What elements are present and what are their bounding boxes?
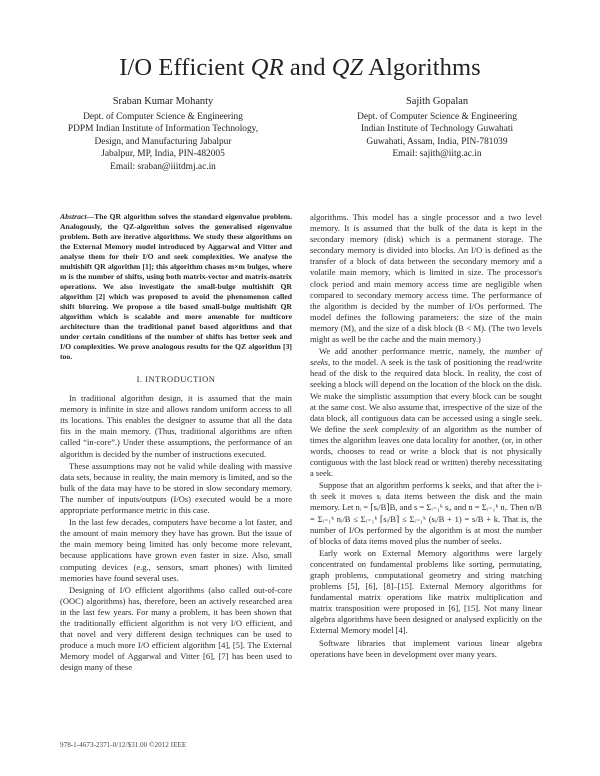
paragraph: Software libraries that implement various linear algebra operations have been in development over many years. [310,637,542,659]
paragraph: Suppose that an algorithm performs k seeks, and that after the i-th seek it moves sᵢ data items between the disk and the main memory. Let nᵢ = ⌈sᵢ/B⌉B, and s = Σᵢ₌₁ᵏ sᵢ, and n = Σᵢ₌₁ᵏ nᵢ. Then n/B = Σᵢ₌₁ᵏ nᵢ/B ≤ Σᵢ₌₁ᵏ ⌈sᵢ/B⌉ ≤ Σᵢ₌₁ᵏ (sᵢ/B + 1) = s/B + k. That is, the number of I/Os performed by the algorithm is at most the number of blocks of data items moved plus the number of seeks. [310,480,542,546]
author-affiliation-line: Indian Institute of Technology Guwahati [360,124,514,135]
title-part1: I/O Efficient [119,54,251,81]
author-affiliation-line: Design, and Manufacturing Jabalpur [94,136,232,147]
paragraph: In the last few decades, computers have become a lot faster, and the amount of main memory they have has grown. But the issue of the main memory being limited has only become more relevant, because applications have grown even faster in size. Also, small computing devices (e.g., sensors, smart phones) with limited memories have found several uses. [60,517,292,583]
paragraph: Early work on External Memory algorithms were largely concentrated on fundamental problems like sorting, permutating, graph problems, computational geometry and string matching problems [5], [6], [8]–[15]. External Memory algorithms for fundamental matrix operations like matrix multiplication and matrix transposition were proposed in [6], [15]. Not many linear algebra algorithms have been designed or analysed explicitly on the External Memory model [4]. [310,547,542,636]
term-number-of-seeks: number of seeks [310,346,542,368]
author-block-1 [38,96,288,174]
author-affiliation-line: Dept. of Computer Science & Engineering [357,111,517,122]
text-run: , to the model. A seek is the task of positioning the read/write head of the disk to the required data block. In reality, the cost of seeking a block will depend on the location of the block on the disk. We make the simplistic assumption that every block can be sought at the same cost. We also assume that, irrespective of the size of the data block, all contiguous data can be accessed using a single seek. We define the [310,357,542,434]
author-email: Email: sajith@iitg.ac.in [392,149,482,160]
term-seek-complexity: seek complexity [363,423,419,434]
paragraph: algorithms. This model has a single processor and a two level memory. It is assumed that the bulk of the data is kept in the secondary memory (disk) which is a permanent storage. The secondary memory is divided into blocks. An I/O is defined as the transfer of a block of data between the secondary memory and a volatile main memory, which is limited in size. The processor's clock period and main memory access time are negligible when compared to secondary memory access time. The performance of the algorithm is decided by the number of I/Os performed. The model defines the following parameters: the size of the main memory (M), and the size of a disk block (B < M). (The two levels might as well be the cache and the main memory.) [310,212,542,345]
author-name: Sraban Kumar Mohanty [112,96,214,107]
title-qr: QR [250,54,284,81]
paragraph: Designing of I/O efficient algorithms (also called out-of-core (OOC) algorithms) has, therefore, been an actively researched area in the last few years. For many a problem, it has been shown that the traditionally efficient algorithm is not very I/O efficient, and that novel and very different design techniques can be used to produce a much more I/O efficient algorithm [4], [5]. The External Memory model of Aggarwal and Vitter [6], [7] has been used to design many of these [60,584,292,673]
paragraph [310,346,542,479]
paragraph: In traditional algorithm design, it is assumed that the main memory is infinite in size and allows random uniform access to all its locations. This enables the designer to assume that all the data fits in the main memory. (Thus, traditional algorithms are often called “in-core”.) Under these assumptions, the performance of an algorithm is decided by the number of instructions executed. [60,393,292,459]
right-column [310,212,542,661]
abstract [60,212,292,362]
section-heading: I. INTRODUCTION [136,374,216,384]
author-affiliation-line: Guwahati, Assam, India, PIN-781039 [366,136,508,147]
title-and: and [283,54,332,81]
author-block-2 [312,96,562,161]
text-run: of an algorithm as the number of times the algorithm leaves one data locality for another, (or, in other words, chooses to read or write a block that is not physically contiguous with the last block read or written) thereby necessitating a seek. [310,423,542,479]
author-email: Email: sraban@iiitdmj.ac.in [110,161,216,172]
paper-title [0,54,600,82]
author-affiliation-line: PDPM Indian Institute of Information Technology, [67,124,259,135]
abstract-text: —The QR algorithm solves the standard eigenvalue problem. Analogously, the QZ-algorithm solves the generalised eigenvalue problem. Both are iterative algorithms. We study these algorithms on the External Memory model introduced by Aggarwal and Vitter and analyse them for their I/O and seek complexities. We analyse the multishift QR algorithm [1]; this algorithm chases m×m bulges, where m is the number of shifts, using both matrix-vector and matrix-matrix operations. We also investigate the small-bulge multishift QR algorithm [2] which was proposed to avoid the phenomenon called shift blurring. We propose a tile based small-bulge multishift QR algorithm which is scalable and more amenable for multicore architecture than the traditional panel based algorithms and that under certain conditions of the number of shifts has better seek and I/O complexities. We prove analogous results for the QZ algorithm [3] too. [60,212,292,361]
text-run: We add another performance metric, namely, the [319,346,505,357]
abstract-lead: Abstract [60,212,87,221]
paragraph: These assumptions may not be valid while dealing with massive data sets, because in reality, the main memory is limited, and so the bulk of the data may have to be stored in slow secondary memory. The number of inputs/outputs (I/Os) executed would be a more appropriate performance metric in this case. [60,460,292,516]
author-name: Sajith Gopalan [405,96,469,107]
left-column [60,212,292,674]
title-qz: QZ [331,54,364,81]
title-part5: Algorithms [363,54,481,81]
author-affiliation-line: Dept. of Computer Science & Engineering [83,111,243,122]
copyright-footer: 978-1-4673-2371-0/12/$31.00 ©2012 IEEE [60,741,187,749]
author-affiliation-line: Jabalpur, MP, India, PIN-482005 [101,149,225,160]
